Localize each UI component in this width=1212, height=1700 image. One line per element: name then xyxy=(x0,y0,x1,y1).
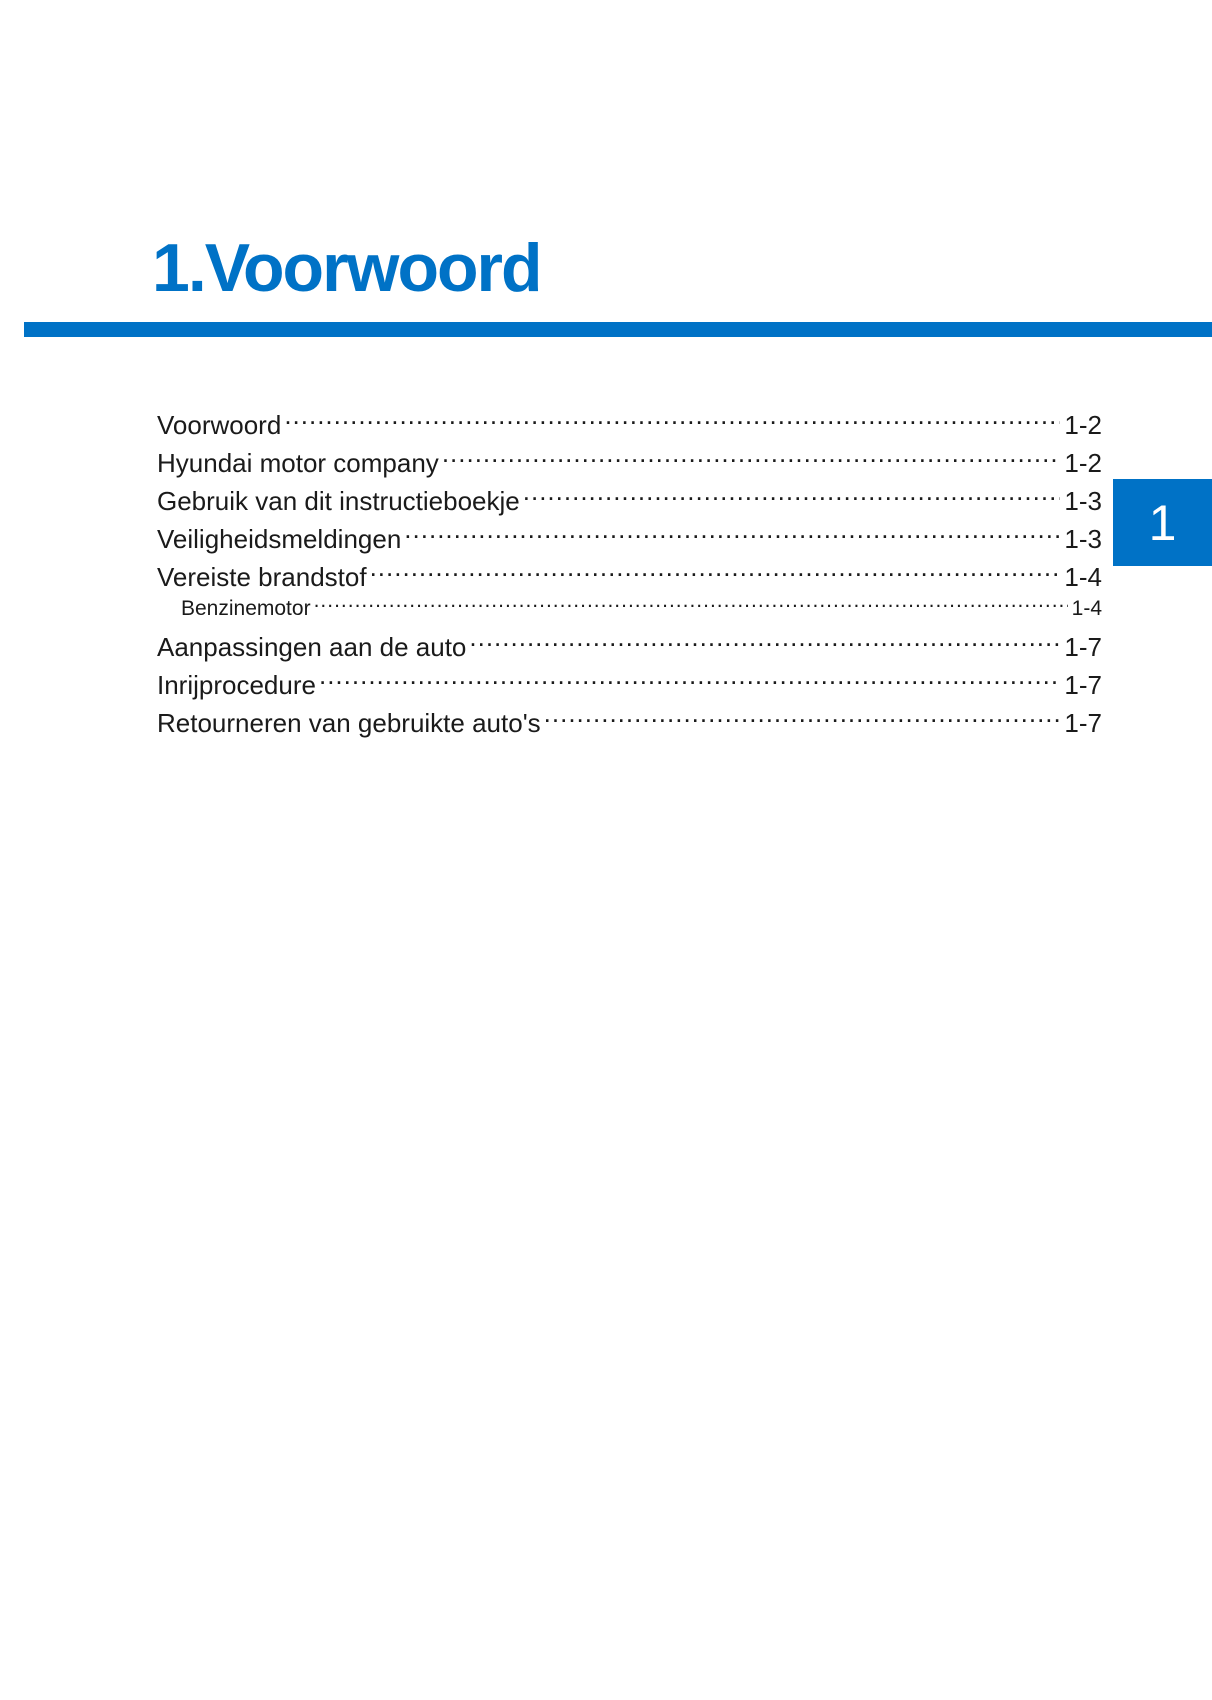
toc-leader-dots xyxy=(284,396,1060,434)
title-rule xyxy=(24,322,1212,337)
toc-entry-page: 1-3 xyxy=(1064,524,1102,554)
toc-entry-label: Benzinemotor xyxy=(181,594,314,623)
toc-leader-dots xyxy=(469,618,1060,656)
toc-entry-page: 1-7 xyxy=(1064,632,1102,662)
chapter-tab-number: 1 xyxy=(1148,494,1177,551)
toc-leader-dots xyxy=(523,472,1061,510)
chapter-tab xyxy=(1113,479,1212,566)
toc-entry-page: 1-7 xyxy=(1064,708,1102,738)
toc-entry-page: 1-4 xyxy=(1071,597,1102,620)
toc-leader-dots xyxy=(319,656,1060,694)
toc-entry-label: Voorwoord xyxy=(157,406,284,444)
toc-entry-page: 1-4 xyxy=(1064,562,1102,592)
toc-entry-hyundai-motor-company[interactable] xyxy=(157,434,1102,478)
toc-leader-dots xyxy=(442,434,1061,472)
toc-entry-label: Inrijprocedure xyxy=(157,666,319,704)
toc-entry-label: Gebruik van dit instructieboekje xyxy=(157,482,523,520)
toc-leader-dots xyxy=(314,586,1068,615)
toc-entry-label: Retourneren van gebruikte auto's xyxy=(157,704,544,742)
toc-leader-dots xyxy=(404,510,1060,548)
table-of-contents xyxy=(157,396,1102,738)
toc-entry-page: 1-2 xyxy=(1064,448,1102,478)
toc-entry-page: 1-3 xyxy=(1064,486,1102,516)
toc-entry-page: 1-2 xyxy=(1064,410,1102,440)
toc-leader-dots xyxy=(370,548,1061,586)
toc-leader-dots xyxy=(544,694,1061,732)
toc-entry-label: Aanpassingen aan de auto xyxy=(157,628,469,666)
toc-entry-label: Veiligheidsmeldingen xyxy=(157,520,404,558)
toc-entry-voorwoord[interactable] xyxy=(157,396,1102,440)
toc-entry-label: Hyundai motor company xyxy=(157,444,442,482)
toc-entry-label: Vereiste brandstof xyxy=(157,558,370,596)
toc-entry-page: 1-7 xyxy=(1064,670,1102,700)
chapter-title: 1.Voorwoord xyxy=(152,230,541,306)
toc-entry-aanpassingen-auto[interactable] xyxy=(157,618,1102,662)
